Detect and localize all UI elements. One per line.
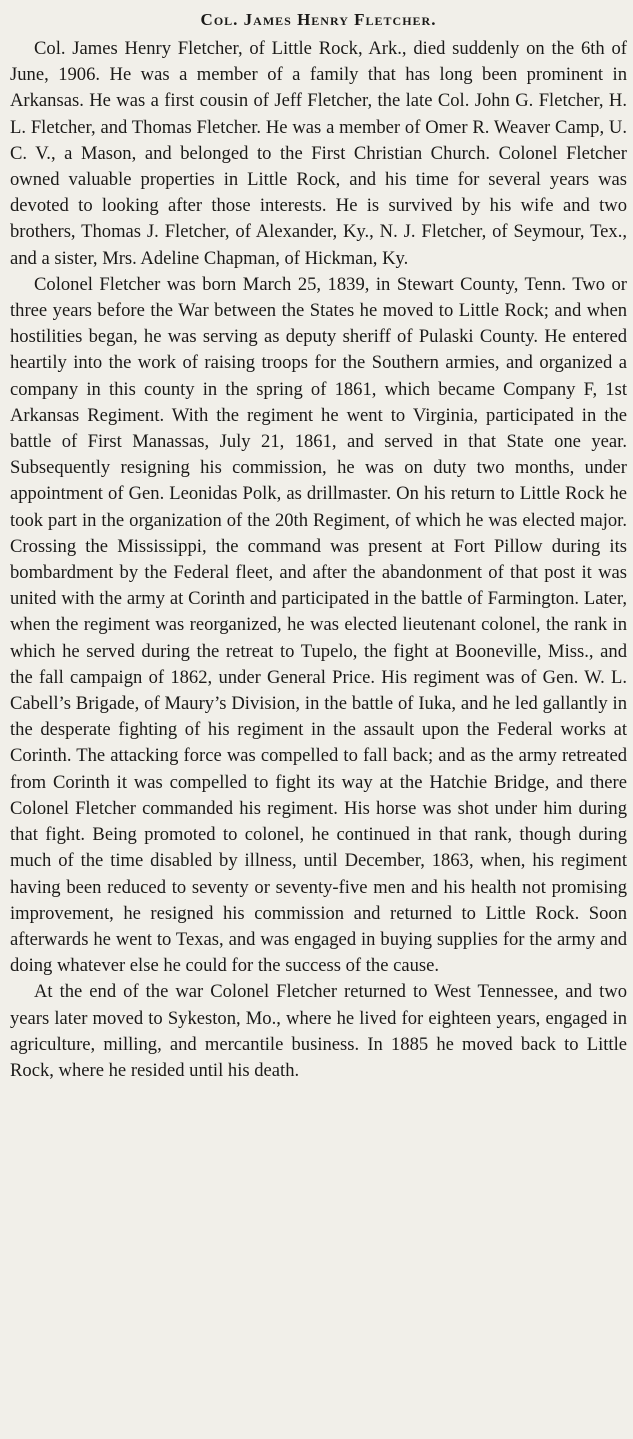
- paragraph-later-life: At the end of the war Colonel Fletcher returned to West Tennessee, and two years later moved to Sykeston, Mo., where he lived for eighteen years, engaged in agriculture, milling, and mercantile business. In 1885 he moved back to Little Rock, where he resided until his death.: [10, 981, 627, 1081]
- paragraph-death-notice: Col. James Henry Fletcher, of Little Rock, Ark., died suddenly on the 6th of June, 1906. He was a member of a family that has long been prominent in Arkansas. He was a first cousin of Jeff Fletcher, the late Col. John G. Fletcher, H. L. Fletcher, and Thomas Fletcher. He was a member of Omer R. Weaver Camp, U. C. V., a Mason, and belonged to the First Christian Church. Colonel Fletcher owned valuable properties in Little Rock, and his time for several years was devoted to looking after those interests. He is survived by his wife and two brothers, Thomas J. Fletcher, of Alexander, Ky., N. J. Fletcher, of Seymour, Tex., and a sister, Mrs. Adeline Chapman, of Hickman, Ky.: [10, 38, 627, 269]
- paragraph-military-service: Colonel Fletcher was born March 25, 1839, in Stewart County, Tenn. Two or three years before the War between the States he moved to Little Rock; and when hostilities began, he was serving as deputy sheriff of Pulaski County. He entered heartily into the work of raising troops for the Southern armies, and organized a company in this county in the spring of 1861, which became Company F, 1st Arkansas Regiment. With the regiment he went to Virginia, participated in the battle of First Manassas, July 21, 1861, and served in that State one year. Subsequently resigning his commission, he was on duty two months, under appointment of Gen. Leonidas Polk, as drillmaster. On his return to Little Rock he took part in the organization of the 20th Regiment, of which he was elected major. Crossing the Mississippi, the command was present at Fort Pillow during its bombardment by the Federal fleet, and after the abandonment of that post it was united with the army at Corinth and participated in the battle of Farmington. Later, when the regiment was reorganized, he was elected lieutenant colonel, the rank in which he served during the retreat to Tupelo, the fight at Booneville, Miss., and the fall campaign of 1862, under General Price. His regiment was of Gen. W. L. Cabell’s Brigade, of Maury’s Division, in the battle of Iuka, and he led gallantly in the desperate fighting of his regiment in the assault upon the Federal works at Corinth. The attacking force was compelled to fall back; and as the army retreated from Corinth it was compelled to fight its way at the Hatchie Bridge, and there Colonel Fletcher commanded his regiment. His horse was shot under him during that fight. Being promoted to colonel, he continued in that rank, though during much of the time disabled by illness, until December, 1863, when, his regiment having been reduced to seventy or seventy-five men and his health not promising improvement, he resigned his commission and returned to Little Rock. Soon afterwards he went to Texas, and was engaged in buying supplies for the army and doing whatever else he could for the success of the cause.: [10, 273, 627, 977]
- article-title: Col. James Henry Fletcher.: [200, 10, 437, 29]
